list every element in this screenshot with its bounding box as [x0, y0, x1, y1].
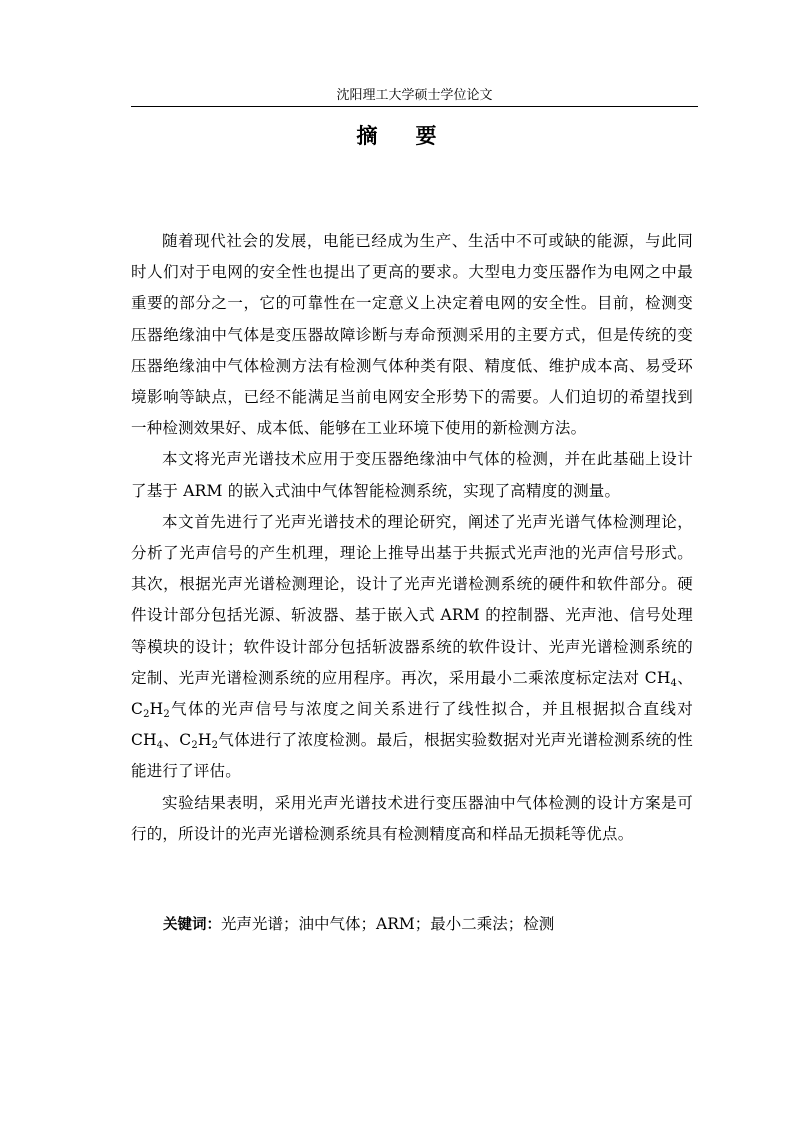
running-header: 沈阳理工大学硕士学位论文 — [336, 88, 493, 103]
keywords-label: 关键词： — [163, 917, 221, 933]
abstract-paragraph-1: 随着现代社会的发展，电能已经成为生产、生活中不可或缺的能源，与此同时人们对于电网的安全性也提出了更高的要求。大型电力变压器作为电网之中最重要的部分之一，它的可靠性在一定意义上决定着电网的安全性。目前，检测变压器绝缘油中气体是变压器故障诊断与寿命预测采用的主要方式，但是传统的变压器绝缘油中气体检测方法有检测气体种类有限、精度低、维护成本高、易受环境影响等缺点，已经不能满足当前电网安全形势下的需要。人们迫切的希望找到一种检测效果好、成本低、能够在工业环境下使用的新检测方法。 — [131, 232, 693, 438]
header-rule — [131, 106, 698, 107]
abstract-paragraph-3: 本文首先进行了光声光谱技术的理论研究，阐述了光声光谱气体检测理论，分析了光声信号的产生机理，理论上推导出基于共振式光声池的光声信号形式。其次，根据光声光谱检测理论，设计了光声光谱检测系统的硬件和软件部分。硬件设计部分包括光源、斩波器、基于嵌入式 ARM 的控制器、光声池、信号处理等模块的设计；软件设计部分包括斩波器系统的软件设计、光声光谱检测系统的定制、光声光谱检测系统的应用程序。再次，采用最小二乘浓度标定法对 $CH_4$、$C_2H_2$气体的光声信号与浓度之间关系进行了线性拟合，并且根据拟合直线对 $CH_4$、$C_2H_2$气体进行了浓度检测。最后，根据实验数据对光声光谱检测系统的性能进行了评估。 — [131, 512, 693, 781]
keywords-text: 光声光谱；油中气体；ARM；最小二乘法；检测 — [221, 915, 555, 933]
title-char-2: 要 — [415, 124, 437, 148]
keywords — [163, 912, 683, 937]
abstract-paragraph-2: 本文将光声光谱技术应用于变压器绝缘油中气体的检测，并在此基础上设计了基于 ARM 的嵌入式油中气体智能检测系统，实现了高精度的测量。 — [131, 450, 693, 500]
abstract-paragraph-4: 实验结果表明，采用光声光谱技术进行变压器油中气体检测的设计方案是可行的，所设计的光声光谱检测系统具有检测精度高和样品无损耗等优点。 — [131, 793, 693, 843]
abstract-title — [0, 122, 793, 150]
title-char-1: 摘 — [356, 124, 378, 148]
abstract-body — [131, 226, 693, 850]
